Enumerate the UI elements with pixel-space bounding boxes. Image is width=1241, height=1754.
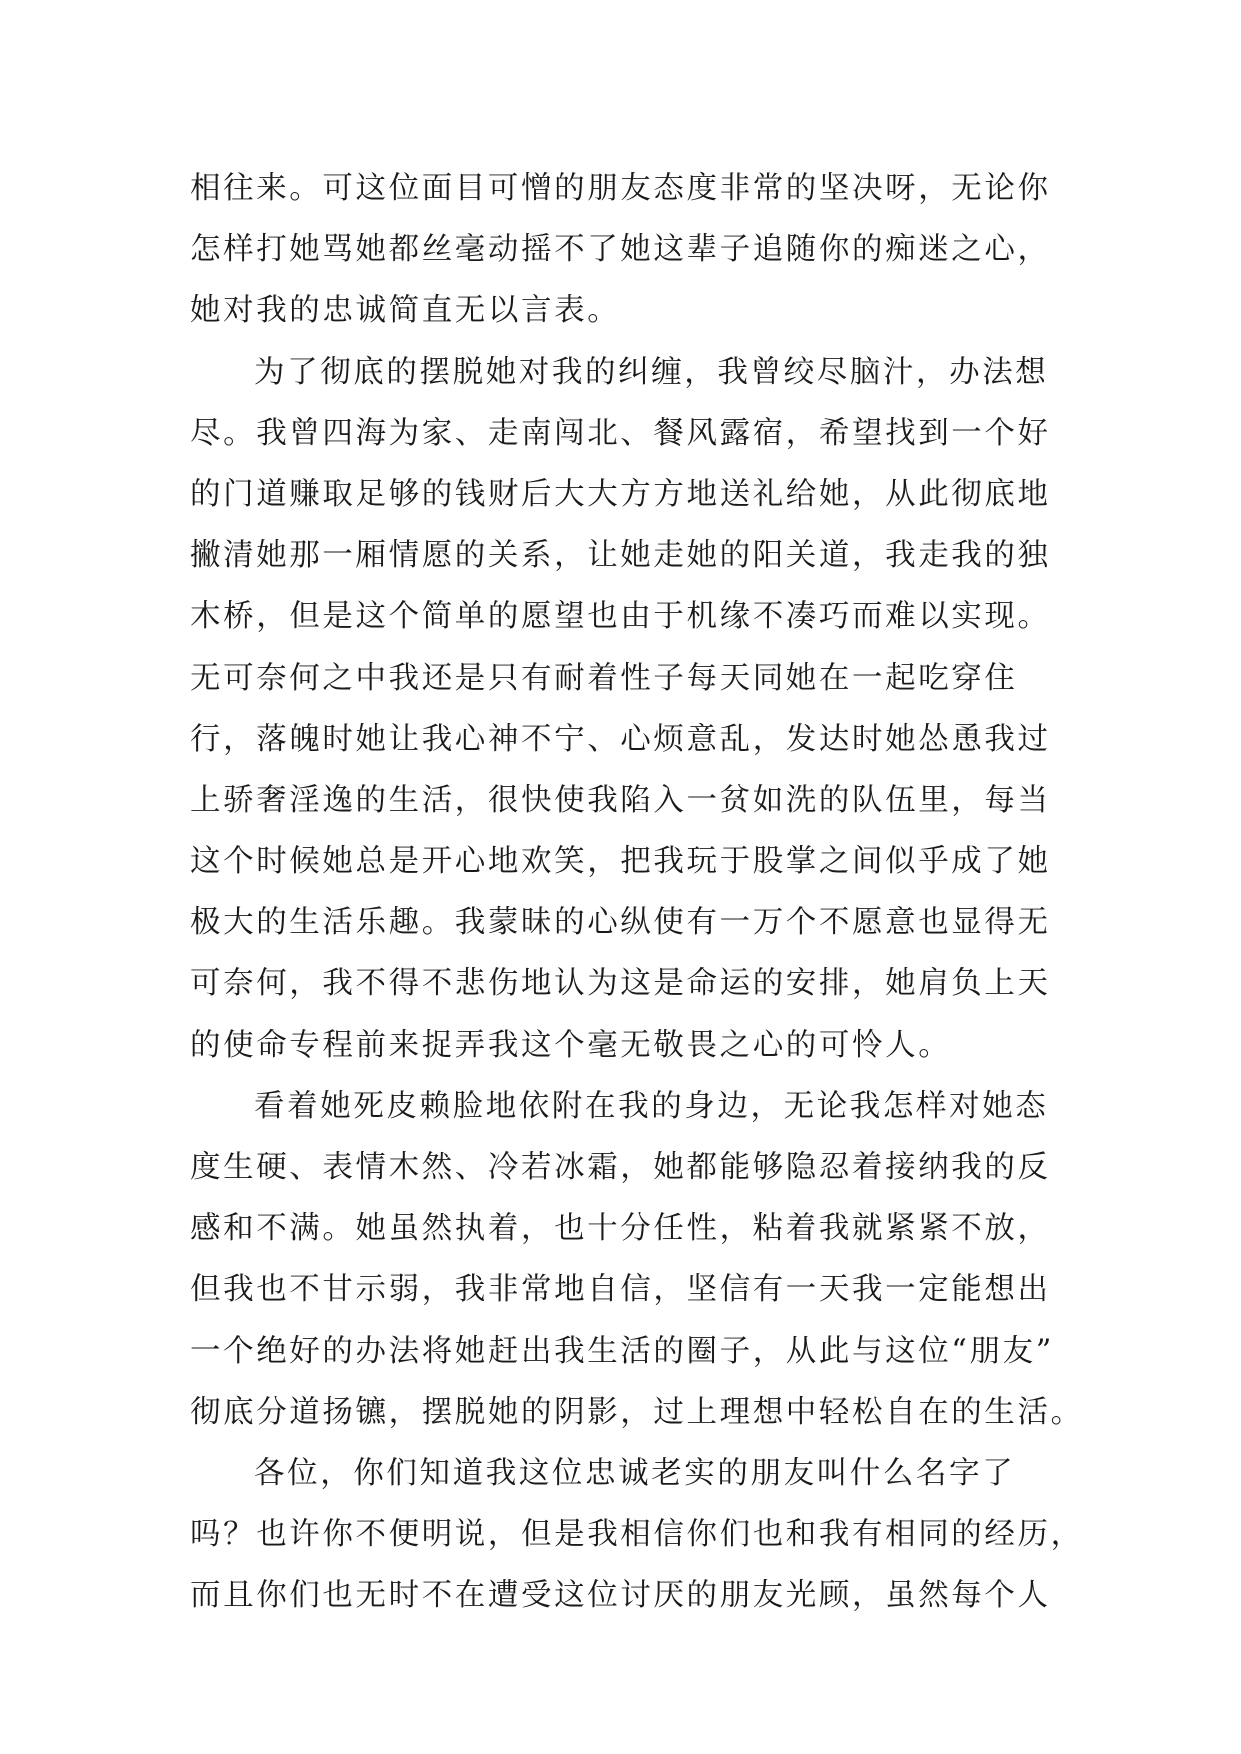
text-line: 而且你们也无时不在遭受这位讨厌的朋友光顾，虽然每个人: [190, 1578, 1051, 1614]
text-line: 感和不满。她虽然执着，也十分任性，粘着我就紧紧不放，: [190, 1211, 1051, 1247]
text-line: 这个时候她总是开心地欢笑，把我玩于股掌之间似乎成了她: [190, 844, 1051, 880]
text-line: 的使命专程前来捉弄我这个毫无敬畏之心的可怜人。: [190, 1027, 952, 1063]
text-line: 看着她死皮赖脸地依附在我的身边，无论我怎样对她态: [254, 1088, 1049, 1124]
text-line: 无可奈何之中我还是只有耐着性子每天同她在一起吃穿住: [190, 660, 1018, 696]
text-line: 为了彻底的摆脱她对我的纠缠，我曾绞尽脑汁，办法想: [254, 354, 1049, 390]
text-line: 可奈何，我不得不悲伤地认为这是命运的安排，她肩负上天: [190, 966, 1051, 1002]
paragraph: [190, 158, 1070, 342]
text-line: 各位，你们知道我这位忠诚老实的朋友叫什么名字了: [254, 1455, 1016, 1491]
text-line: 相往来。可这位面目可憎的朋友态度非常的坚决呀，无论你: [190, 171, 1051, 206]
text-line: 怎样打她骂她都丝毫动摇不了她这辈子追随你的痴迷之心，: [190, 232, 1051, 268]
paragraph: [190, 1076, 1084, 1443]
text-line: 吗？也许你不便明说，但是我相信你们也和我有相同的经历，: [190, 1517, 1084, 1553]
text-line: 撇清她那一厢情愿的关系，让她走她的阳关道，我走我的独: [190, 538, 1051, 574]
text-line: 彻底分道扬镳，摆脱她的阴影，过上理想中轻松自在的生活。: [190, 1394, 1084, 1430]
text-line: 但我也不甘示弱，我非常地自信，坚信有一天我一定能想出: [190, 1272, 1051, 1308]
text-line: 的门道赚取足够的钱财后大大方方地送礼给她，从此彻底地: [190, 476, 1051, 512]
text-line: 一个绝好的办法将她赶出我生活的圈子，从此与这位“朋友”: [190, 1333, 1054, 1369]
text-line: 极大的生活乐趣。我蒙昧的心纵使有一万个不愿意也显得无: [190, 905, 1051, 941]
document-body: [190, 158, 1084, 1627]
text-line: 上骄奢淫逸的生活，很快使我陷入一贫如洗的队伍里，每当: [190, 782, 1051, 818]
paragraph: [190, 342, 1070, 1076]
paragraph: [190, 1443, 1084, 1627]
text-line: 度生硬、表情木然、冷若冰霜，她都能够隐忍着接纳我的反: [190, 1150, 1051, 1185]
text-line: 她对我的忠诚简直无以言表。: [190, 293, 621, 329]
text-line: 尽。我曾四海为家、走南闯北、餐风露宿，希望找到一个好: [190, 415, 1051, 451]
text-line: 行，落魄时她让我心神不宁、心烦意乱，发达时她怂恿我过: [190, 721, 1051, 757]
text-line: 木桥，但是这个简单的愿望也由于机缘不凑巧而难以实现。: [190, 599, 1051, 635]
